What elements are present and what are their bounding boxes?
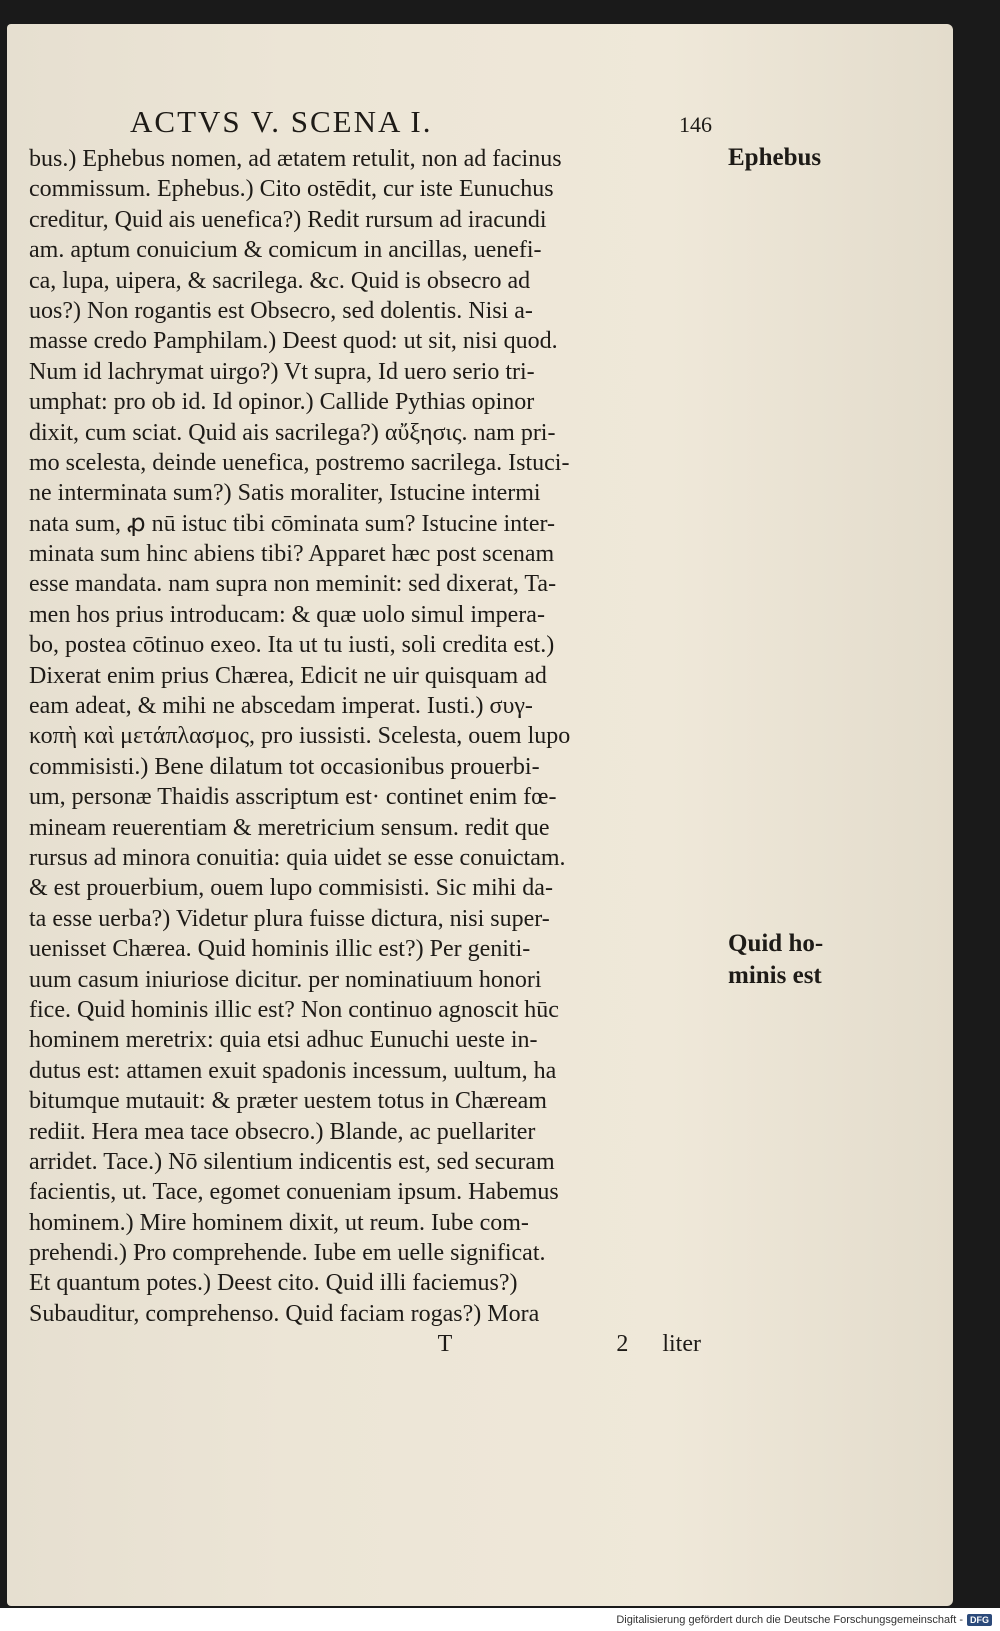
text-line: mo scelesta, deinde uenefica, postremo sacrilega. Istuci- [29,449,570,476]
text-line: minata sum hinc abiens tibi? Apparet hæc post scenam [29,541,555,568]
text-line: Et quantum potes.) Deest cito. Quid illi faciemus?) [29,1270,518,1297]
footer-credit: Digitalisierung gefördert durch die Deutsche Forschungsgemeinschaft - [616,1613,963,1626]
text-line: um, personæ Thaidis asscriptum est· continet enim fœ- [29,784,557,811]
text-line: κοπὴ καὶ μετάπλασμος, pro iussisti. Scelesta, ouem lupo [29,723,571,750]
marginal-note-quid-hominis [728,928,823,992]
text-line: esse mandata. nam supra non meminit: sed dixerat, Ta- [29,571,557,598]
text-line: am. aptum conuicium & comicum in ancillas, uenefi- [29,237,542,264]
page-number: 146 [679,112,712,137]
text-line: Dixerat enim prius Chærea, Edicit ne uir quisquam ad [29,662,547,689]
text-line: ca, lupa, uipera, & sacrilega. &c. Quid is obsecro ad [29,267,531,294]
marginal-note-ephebus [728,142,821,174]
text-line: prehendi.) Pro comprehende. Iube em uelle significat. [29,1240,546,1267]
text-line: nata sum, ꝓ nū istuc tibi cōminata sum? Istucine inter- [29,510,555,537]
catchword: liter [662,1331,701,1358]
text-line: rediit. Hera mea tace obsecro.) Blande, ac puellariter [29,1118,536,1145]
dfg-logo: DFG [967,1614,992,1626]
marginal-note-text: Ephebus [728,144,822,171]
text-line: Num id lachrymat uirgo?) Vt supra, Id uero serio tri- [29,358,535,385]
commentary-text [29,144,721,1360]
text-line: uos?) Non rogantis est Obsecro, sed dolentis. Nisi a- [29,297,533,324]
text-line: eam adeat, & mihi ne abscedam imperat. Iusti.) συγ- [29,693,533,720]
text-line: bus.) Ephebus nomen, ad ætatem retulit, non ad facinus [29,146,562,172]
text-line: uum casum iniuriose dicitur. per nominatiuum honori [29,966,542,993]
text-line: uenisset Chærea. Quid hominis illic est?) Per geniti- [29,936,531,963]
text-line: commissum. Ephebus.) Cito ostēdit, cur iste Eunuchus [29,176,554,203]
text-line: hominem meretrix: quia etsi adhuc Eunuchi ueste in- [29,1027,538,1054]
text-line: Subauditur, comprehenso. Quid faciam rogas?) Mora [29,1300,540,1327]
marginal-note-line: minis est [728,962,822,989]
text-line: rursus ad minora conuitia: quia uidet se esse conuictam. [29,844,566,871]
signature-number: 2 [616,1331,629,1358]
running-head-title: ACTVS V. SCENA I. [130,104,433,139]
marginal-note-line: Quid ho- [728,930,824,957]
text-line: commisisti.) Bene dilatum tot occasionibus prouerbi- [29,753,540,780]
text-line: & est prouerbium, ouem lupo commisisti. Sic mihi da- [29,875,553,902]
signature-mark: T [437,1331,453,1358]
text-line: fice. Quid hominis illic est? Non continuo agnoscit hūc [29,996,559,1023]
text-line: bitumque mutauit: & præter uestem totus in Chæream [29,1088,547,1115]
text-line: masse credo Pamphilam.) Deest quod: ut sit, nisi quod. [29,328,558,355]
running-head [130,104,712,144]
text-line: men hos prius introducam: & quæ uolo simul impera- [29,601,545,628]
text-line: umphat: pro ob id. Id opinor.) Callide Pythias opinor [29,389,535,416]
text-line: bo, postea cōtinuo exeo. Ita ut tu iusti, soli credita est.) [29,632,555,659]
text-line: facientis, ut. Tace, egomet conueniam ipsum. Habemus [29,1179,559,1206]
digitization-footer [0,1608,1000,1631]
text-line: creditur, Quid ais uenefica?) Redit rursum ad iracundi [29,206,547,233]
text-line: ne interminata sum?) Satis moraliter, Istucine intermi [29,480,541,507]
signature-line [29,1329,721,1359]
text-line: dutus est: attamen exuit spadonis incessum, uultum, ha [29,1057,557,1084]
text-line: mineam reuerentiam & meretricium sensum. redit que [29,814,550,841]
text-line: dixit, cum sciat. Quid ais sacrilega?) αὔξησις. nam pri- [29,419,556,446]
text-line: hominem.) Mire hominem dixit, ut reum. Iube com- [29,1209,529,1236]
text-line: arridet. Tace.) Nō silentium indicentis est, sed securam [29,1148,555,1175]
text-line: ta esse uerba?) Videtur plura fuisse dictura, nisi super- [29,905,550,932]
